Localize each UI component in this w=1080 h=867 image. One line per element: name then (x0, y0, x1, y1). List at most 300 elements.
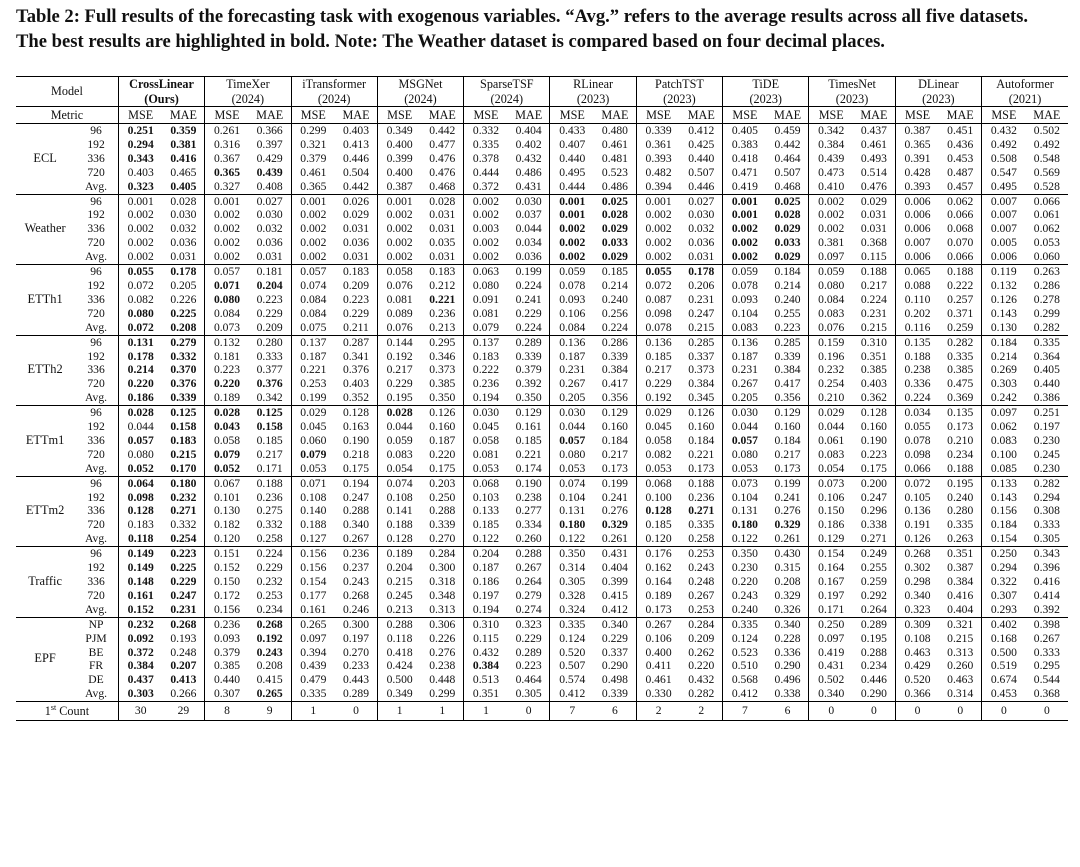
metric-value: 0.495 (982, 180, 1026, 194)
metric-value: 0.001 (723, 194, 767, 208)
metric-value: 0.248 (688, 575, 715, 588)
metric-value: 0.289 (342, 687, 370, 701)
metric-value: 0.222 (464, 363, 508, 377)
metric-value: 0.345 (688, 391, 715, 405)
metric-value: 0.315 (774, 561, 801, 575)
metric-value: 0.031 (860, 208, 887, 222)
metric-value: 0.271 (860, 532, 887, 546)
table-row (16, 646, 1068, 660)
metric-value: 0.429 (256, 151, 283, 165)
metric-value: 0.444 (550, 180, 594, 194)
metric-value: 0.230 (1033, 461, 1060, 475)
metric-value: 0.031 (256, 250, 283, 264)
metric-value: 0.061 (809, 434, 853, 448)
metric-value: 0.314 (550, 561, 594, 575)
metric-value: 0.286 (594, 335, 636, 349)
metric-value: 0.400 (377, 138, 421, 152)
metric-value: 0.030 (464, 406, 508, 420)
metric-value: 0.223 (860, 447, 887, 461)
metric-value: 0.268 (163, 617, 205, 631)
metric-value: 0.002 (464, 194, 508, 208)
metric-value: 0.404 (601, 561, 628, 575)
metric-value: 0.222 (947, 278, 974, 292)
metric-value: 0.027 (680, 194, 722, 208)
metric-value: 0.002 (377, 222, 421, 236)
metric-value: 0.150 (205, 575, 249, 589)
metric-value: 0.296 (860, 504, 887, 518)
metric-value: 0.417 (601, 377, 628, 391)
horizon-label: 336 (87, 151, 105, 165)
metric-value: 0.282 (1026, 476, 1068, 490)
metric-value: 0.384 (688, 377, 715, 391)
metric-value: 0.253 (688, 602, 715, 616)
metric-value: 0.143 (982, 491, 1026, 505)
metric-value: 0.321 (291, 138, 335, 152)
metric-value: 0.002 (723, 250, 767, 264)
metric-value: 0.371 (947, 306, 974, 320)
metric-value: 0.236 (688, 490, 715, 504)
metric-value: 0.288 (860, 645, 887, 659)
metric-value: 0.173 (636, 603, 680, 617)
metric-value: 0.294 (1033, 490, 1060, 504)
metric-value: 0.267 (1033, 631, 1060, 645)
model-name: MSGNet (377, 77, 463, 92)
metric-value: 0.381 (170, 137, 197, 151)
metric-value: 0.210 (947, 433, 974, 447)
metric-value: 0.206 (688, 278, 715, 292)
first-count-label (16, 702, 118, 721)
metric-value: 0.416 (947, 588, 974, 602)
horizon-label: FR (88, 659, 104, 673)
metric-value: 0.412 (723, 687, 767, 701)
metric-value: 0.125 (163, 406, 205, 420)
metric-label: MAE (249, 107, 291, 124)
metric-value: 0.415 (601, 588, 628, 602)
metric-value: 0.340 (767, 617, 809, 631)
metric-value: 0.339 (601, 349, 628, 363)
table-row (16, 434, 1068, 448)
metric-value: 0.477 (429, 137, 456, 151)
metric-value: 0.265 (256, 687, 283, 701)
table-row (16, 603, 1068, 617)
metric-value: 0.078 (550, 279, 594, 293)
metric-value: 0.335 (550, 617, 594, 631)
metric-value: 0.229 (342, 306, 370, 320)
metric-value: 0.399 (601, 575, 628, 588)
metric-value: 0.404 (508, 124, 550, 138)
metric-value: 0.043 (205, 420, 249, 434)
metric-value: 0.135 (939, 406, 981, 420)
table-row (16, 194, 1068, 208)
metric-value: 0.160 (429, 420, 456, 434)
metric-value: 0.002 (205, 222, 249, 236)
metric-value: 0.310 (853, 335, 895, 349)
metric-value: 0.029 (601, 250, 628, 264)
metric-value: 0.327 (205, 180, 249, 194)
table-row (16, 250, 1068, 264)
metric-value: 0.150 (809, 504, 853, 518)
metric-value: 0.255 (774, 306, 801, 320)
metric-value: 0.513 (464, 673, 508, 687)
metric-value: 0.174 (515, 461, 542, 475)
metric-value: 0.029 (342, 208, 370, 222)
horizon-label: 192 (87, 137, 105, 151)
metric-value: 0.288 (342, 504, 370, 518)
metric-value: 0.258 (688, 532, 715, 546)
table-row (16, 632, 1068, 646)
metric-value: 0.074 (291, 279, 335, 293)
metric-value: 0.033 (601, 236, 628, 250)
metric-value: 0.065 (895, 265, 939, 279)
metric-value: 0.519 (982, 659, 1026, 673)
metric-value: 0.183 (421, 265, 463, 279)
metric-value: 0.544 (1033, 673, 1060, 687)
metric-value: 0.171 (809, 603, 853, 617)
metric-value: 0.002 (809, 194, 853, 208)
metric-value: 0.372 (118, 646, 162, 660)
metric-value: 0.340 (809, 687, 853, 701)
metric-value: 0.309 (895, 617, 939, 631)
metric-value: 0.173 (601, 461, 628, 475)
metric-value: 0.224 (860, 292, 887, 306)
metric-value: 0.412 (550, 687, 594, 701)
metric-value: 0.215 (377, 575, 421, 589)
metric-value: 0.078 (895, 434, 939, 448)
model-name: RLinear (550, 77, 636, 92)
metric-value: 0.194 (464, 603, 508, 617)
table-row (16, 152, 1068, 166)
model-name: PatchTST (636, 77, 722, 92)
metric-value: 0.083 (809, 448, 853, 462)
metric-value: 0.129 (508, 406, 550, 420)
metric-value: 0.104 (550, 491, 594, 505)
count-value: 2 (636, 702, 680, 721)
metric-value: 0.194 (464, 391, 508, 405)
metric-value: 0.440 (550, 152, 594, 166)
metric-value: 0.243 (723, 589, 767, 603)
metric-value: 0.234 (947, 447, 974, 461)
metric-value: 0.267 (636, 617, 680, 631)
dataset-name: ETTm2 (16, 476, 74, 547)
metric-value: 0.082 (118, 293, 162, 307)
horizon-label: 192 (87, 349, 105, 363)
metric-value: 0.279 (515, 588, 542, 602)
metric-value: 0.223 (163, 547, 205, 561)
metric-value: 0.384 (118, 659, 162, 673)
metric-value: 0.372 (464, 180, 508, 194)
metric-value: 0.079 (205, 448, 249, 462)
metric-value: 0.292 (860, 588, 887, 602)
table-row (16, 687, 1068, 701)
metric-label: MAE (939, 107, 981, 124)
metric-value: 0.368 (1033, 687, 1060, 701)
metric-value: 0.076 (377, 321, 421, 335)
metric-label: MSE (809, 107, 853, 124)
metric-value: 0.440 (205, 673, 249, 687)
metric-value: 0.425 (688, 137, 715, 151)
metric-value: 0.387 (895, 124, 939, 138)
metric-value: 0.028 (205, 406, 249, 420)
metric-value: 0.103 (464, 491, 508, 505)
metric-value: 0.073 (809, 476, 853, 490)
metric-value: 0.053 (550, 462, 594, 476)
metric-value: 0.440 (688, 151, 715, 165)
metric-value: 0.025 (594, 194, 636, 208)
metric-value: 0.253 (680, 547, 722, 561)
metric-value: 0.030 (723, 406, 767, 420)
metric-value: 0.328 (550, 589, 594, 603)
metric-value: 0.006 (895, 208, 939, 222)
metric-value: 0.338 (774, 687, 801, 701)
metric-value: 0.199 (594, 476, 636, 490)
metric-value: 0.130 (205, 504, 249, 518)
model-name: Autoformer (982, 77, 1068, 92)
metric-value: 0.217 (860, 278, 887, 292)
metric-value: 0.444 (464, 166, 508, 180)
metric-value: 0.348 (429, 588, 456, 602)
metric-value: 0.183 (464, 350, 508, 364)
count-value: 6 (767, 702, 809, 721)
metric-value: 0.464 (515, 673, 542, 687)
metric-value: 0.249 (853, 547, 895, 561)
metric-value: 0.126 (895, 532, 939, 546)
horizon-label: 192 (87, 278, 105, 292)
metric-value: 0.238 (515, 490, 542, 504)
metric-value: 0.333 (256, 349, 283, 363)
metric-value: 0.335 (947, 349, 974, 363)
horizon-label: Avg. (85, 687, 108, 701)
metric-value: 0.465 (170, 165, 197, 179)
horizon-label: 96 (74, 476, 118, 490)
metric-value: 0.280 (947, 504, 974, 518)
metric-value: 0.080 (205, 293, 249, 307)
metric-value: 0.457 (947, 179, 974, 193)
metric-value: 0.250 (429, 490, 456, 504)
metric-value: 0.399 (377, 152, 421, 166)
metric-value: 0.349 (377, 687, 421, 701)
metric-value: 0.006 (895, 194, 939, 208)
metric-value: 0.439 (809, 152, 853, 166)
metric-value: 0.057 (723, 434, 767, 448)
metric-value: 0.241 (515, 292, 542, 306)
metric-value: 0.197 (809, 589, 853, 603)
metric-value: 0.437 (853, 124, 895, 138)
metric-label: MSE (291, 107, 335, 124)
metric-value: 0.066 (1026, 194, 1068, 208)
metric-value: 0.062 (1033, 222, 1060, 236)
metric-value: 0.350 (550, 547, 594, 561)
metric-value: 0.122 (550, 532, 594, 546)
metric-value: 0.223 (774, 320, 801, 334)
metric-value: 0.419 (723, 180, 767, 194)
metric-value: 0.002 (464, 208, 508, 222)
horizon-label: NP (74, 617, 118, 631)
metric-value: 0.129 (767, 406, 809, 420)
metric-value: 0.158 (170, 420, 197, 434)
metric-value: 0.264 (515, 575, 542, 588)
metric-value: 0.140 (291, 504, 335, 518)
metric-value: 0.204 (464, 547, 508, 561)
metric-value: 0.184 (688, 433, 715, 447)
metric-value: 0.400 (377, 166, 421, 180)
metric-value: 0.230 (723, 561, 767, 575)
metric-value: 0.236 (464, 377, 508, 391)
metric-value: 0.229 (601, 631, 628, 645)
first-count-row (16, 702, 1068, 721)
metric-value: 0.486 (601, 179, 628, 193)
metric-value: 0.108 (377, 491, 421, 505)
metric-value: 0.376 (170, 377, 197, 391)
metric-value: 0.436 (947, 137, 974, 151)
metric-value: 0.276 (601, 504, 628, 518)
metric-value: 0.002 (636, 222, 680, 236)
metric-value: 0.168 (982, 632, 1026, 646)
metric-value: 0.067 (205, 476, 249, 490)
metric-value: 0.236 (335, 547, 377, 561)
metric-label: MSE (118, 107, 162, 124)
metric-value: 0.257 (947, 292, 974, 306)
metric-value: 0.002 (205, 208, 249, 222)
metric-value: 0.194 (335, 476, 377, 490)
metric-value: 0.189 (636, 589, 680, 603)
metric-value: 0.180 (163, 476, 205, 490)
metric-value: 0.416 (170, 151, 197, 165)
metric-value: 0.262 (688, 645, 715, 659)
metric-label: MAE (853, 107, 895, 124)
metric-value: 0.365 (895, 138, 939, 152)
metric-value: 0.192 (636, 391, 680, 405)
metric-value: 0.188 (939, 265, 981, 279)
metric-value: 0.002 (205, 250, 249, 264)
metric-value: 0.184 (774, 433, 801, 447)
metric-value: 0.182 (205, 518, 249, 532)
metric-value: 0.481 (601, 151, 628, 165)
metric-value: 0.173 (947, 420, 974, 434)
metric-label: MAE (163, 107, 205, 124)
metric-value: 0.002 (205, 236, 249, 250)
metric-value: 0.080 (809, 279, 853, 293)
metric-value: 0.154 (291, 575, 335, 589)
model-year: (2023) (636, 92, 722, 107)
metric-value: 0.250 (982, 547, 1026, 561)
metric-value: 0.412 (680, 124, 722, 138)
metric-value: 0.403 (118, 166, 162, 180)
metric-value: 0.220 (429, 447, 456, 461)
metric-value: 0.492 (1033, 137, 1060, 151)
metric-value: 0.303 (982, 377, 1026, 391)
metric-value: 0.264 (860, 602, 887, 616)
count-value: 29 (163, 702, 205, 721)
metric-value: 0.002 (118, 236, 162, 250)
metric-value: 0.031 (688, 250, 715, 264)
metric-value: 0.187 (291, 350, 335, 364)
metric-value: 0.405 (723, 124, 767, 138)
metric-value: 0.405 (170, 179, 197, 193)
metric-value: 0.439 (291, 659, 335, 673)
metric-value: 0.226 (429, 631, 456, 645)
metric-value: 0.131 (723, 504, 767, 518)
metric-value: 0.061 (1033, 208, 1060, 222)
metric-value: 0.156 (982, 504, 1026, 518)
metric-value: 0.218 (342, 447, 370, 461)
metric-value: 0.224 (515, 278, 542, 292)
model-year: (2023) (895, 92, 981, 107)
metric-label: MAE (508, 107, 550, 124)
metric-value: 0.030 (256, 208, 283, 222)
metric-value: 0.002 (118, 208, 162, 222)
metric-value: 0.350 (723, 547, 767, 561)
metric-value: 0.313 (429, 602, 456, 616)
metric-value: 0.468 (774, 179, 801, 193)
metric-value: 0.045 (291, 420, 335, 434)
metric-value: 0.052 (118, 462, 162, 476)
metric-value: 0.088 (895, 279, 939, 293)
metric-value: 0.118 (377, 632, 421, 646)
metric-value: 0.053 (1033, 236, 1060, 250)
metric-label: MSE (982, 107, 1026, 124)
metric-value: 0.002 (809, 208, 853, 222)
metric-value: 0.030 (688, 208, 715, 222)
metric-value: 0.028 (774, 208, 801, 222)
metric-value: 0.437 (118, 673, 162, 687)
metric-value: 0.220 (205, 377, 249, 391)
metric-value: 0.366 (895, 687, 939, 701)
metric-value: 0.059 (809, 265, 853, 279)
metric-value: 0.413 (342, 137, 370, 151)
metric-value: 0.136 (636, 335, 680, 349)
dataset-name: ETTh1 (16, 265, 74, 336)
table-row (16, 504, 1068, 518)
dataset-name: EPF (16, 617, 74, 701)
metric-value: 0.128 (377, 532, 421, 546)
metric-value: 0.332 (170, 518, 197, 532)
metric-value: 0.001 (550, 208, 594, 222)
metric-value: 0.029 (774, 250, 801, 264)
table-row (16, 222, 1068, 236)
metric-value: 0.267 (723, 377, 767, 391)
metric-value: 0.339 (774, 349, 801, 363)
metric-value: 0.068 (947, 222, 974, 236)
metric-value: 0.231 (550, 363, 594, 377)
metric-value: 0.453 (947, 151, 974, 165)
horizon-label: 96 (74, 124, 118, 138)
table-row (16, 491, 1068, 505)
metric-value: 0.398 (1026, 617, 1068, 631)
metric-value: 0.339 (429, 518, 456, 532)
metric-value: 0.307 (205, 687, 249, 701)
metric-value: 0.133 (982, 476, 1026, 490)
metric-value: 0.057 (205, 265, 249, 279)
metric-value: 0.261 (601, 532, 628, 546)
metric-value: 0.305 (1033, 532, 1060, 546)
metric-value: 0.334 (515, 518, 542, 532)
metric-value: 0.072 (118, 321, 162, 335)
table-row (16, 532, 1068, 546)
metric-label: MAE (1026, 107, 1068, 124)
metric-value: 0.276 (774, 504, 801, 518)
metric-value: 0.208 (774, 575, 801, 588)
metric-value: 0.359 (163, 124, 205, 138)
metric-value: 0.028 (421, 194, 463, 208)
metric-value: 0.335 (1026, 335, 1068, 349)
metric-value: 0.316 (205, 138, 249, 152)
metric-value: 0.059 (723, 265, 767, 279)
metric-value: 0.379 (515, 363, 542, 377)
metric-value: 0.063 (464, 265, 508, 279)
metric-value: 0.156 (205, 603, 249, 617)
metric-value: 0.473 (809, 166, 853, 180)
metric-value: 0.243 (342, 575, 370, 588)
